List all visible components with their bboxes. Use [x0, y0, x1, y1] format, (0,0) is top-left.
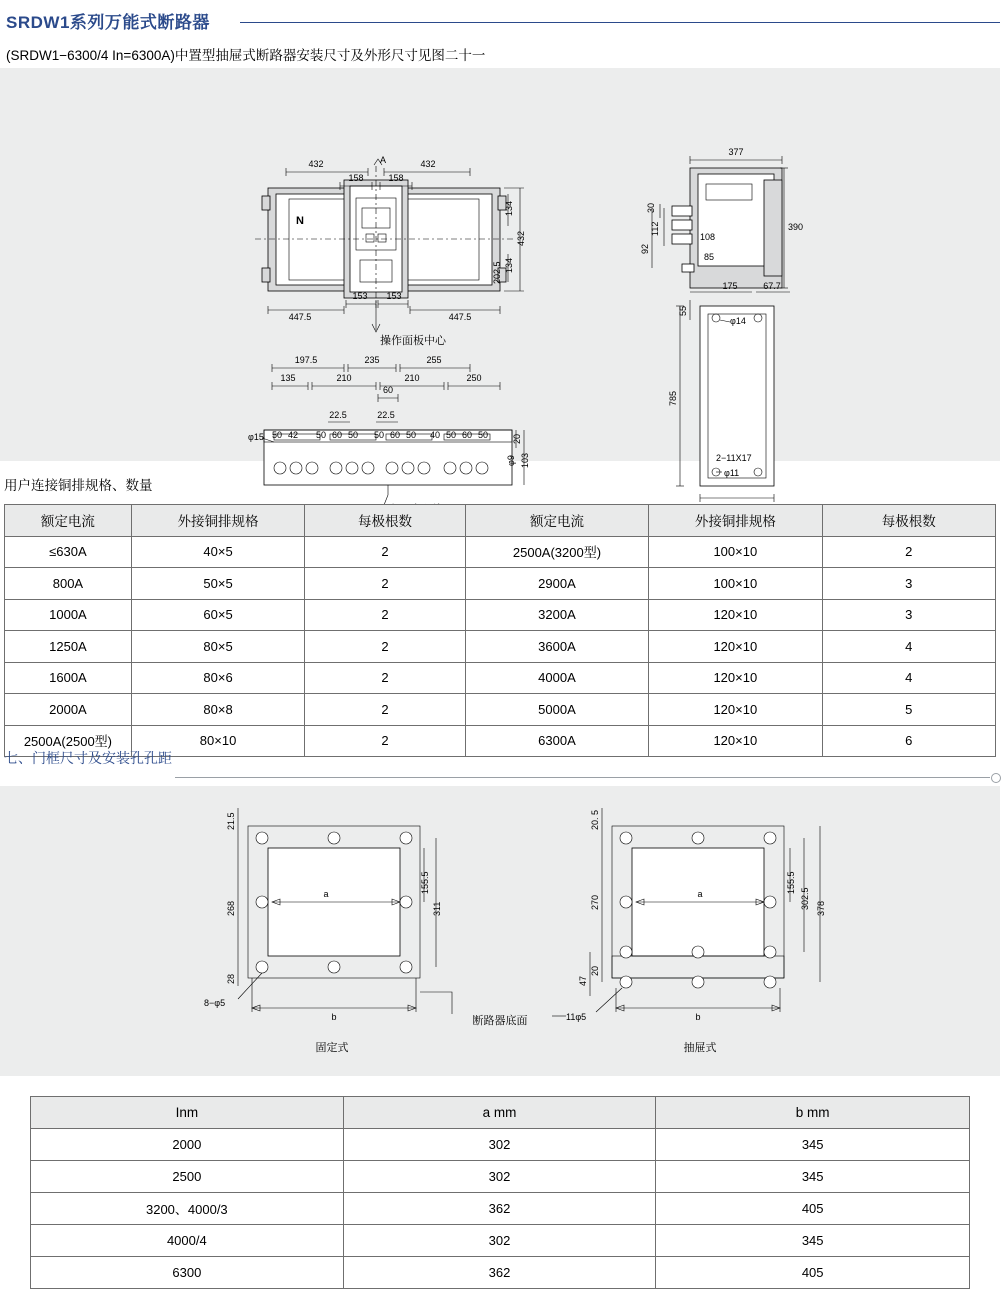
svg-text:20: 20 — [512, 433, 522, 444]
svg-text:60: 60 — [382, 385, 394, 395]
svg-text:432: 432 — [420, 159, 436, 169]
svg-text:85: 85 — [704, 252, 715, 262]
cell: 302 — [343, 1225, 656, 1257]
svg-text:30: 30 — [646, 202, 656, 213]
svg-text:175: 175 — [722, 281, 738, 291]
svg-text:255: 255 — [426, 355, 442, 365]
cell: 50×5 — [131, 568, 304, 600]
svg-text:302.5: 302.5 — [800, 887, 810, 910]
frame-dimension-table — [30, 1096, 970, 1289]
svg-text:390: 390 — [788, 222, 804, 232]
svg-text:A: A — [380, 155, 387, 165]
table-row — [5, 694, 996, 726]
cell: 6300 — [31, 1257, 344, 1289]
cell: 80×8 — [131, 694, 304, 726]
svg-text:a: a — [323, 889, 329, 899]
col-b-mm: b mm — [656, 1097, 970, 1129]
svg-text:断路器底面: 断路器底面 — [472, 1015, 528, 1027]
cell: 405 — [656, 1257, 970, 1289]
svg-text:50: 50 — [406, 430, 417, 440]
cell: 2 — [305, 694, 466, 726]
table-row — [5, 662, 996, 694]
table-row — [31, 1193, 970, 1225]
cell: 2 — [305, 536, 466, 568]
table-row — [5, 631, 996, 663]
svg-text:250: 250 — [466, 373, 482, 383]
bottom-diagram-panel — [0, 786, 1000, 1076]
cell: 362 — [343, 1193, 656, 1225]
cell: 345 — [656, 1129, 970, 1161]
table-header-row — [31, 1097, 970, 1129]
cell: 80×6 — [131, 662, 304, 694]
cell: 4000A — [465, 662, 648, 694]
svg-text:50: 50 — [272, 430, 283, 440]
svg-text:108: 108 — [700, 232, 716, 242]
table-row — [31, 1161, 970, 1193]
col-a-mm: a mm — [343, 1097, 656, 1129]
cell: 120×10 — [649, 599, 822, 631]
cell: 3 — [822, 568, 995, 600]
svg-text:134: 134 — [504, 200, 514, 216]
cell: 1600A — [5, 662, 132, 694]
cell: 40×5 — [131, 536, 304, 568]
svg-text:377: 377 — [728, 147, 744, 157]
svg-text:197.5: 197.5 — [294, 355, 318, 365]
cell: 2 — [305, 599, 466, 631]
table-row — [5, 536, 996, 568]
svg-text:40: 40 — [430, 430, 441, 440]
cell: 302 — [343, 1161, 656, 1193]
svg-text:785: 785 — [668, 390, 678, 406]
svg-text:N: N — [296, 215, 304, 227]
cell: 120×10 — [649, 662, 822, 694]
svg-text:50: 50 — [374, 430, 385, 440]
cell: 2900A — [465, 568, 648, 600]
svg-text:11φ5: 11φ5 — [566, 1012, 587, 1022]
col-bar-spec-2: 外接铜排规格 — [649, 505, 822, 537]
col-count-2: 每极根数 — [822, 505, 995, 537]
svg-text:2−11X17: 2−11X17 — [716, 453, 752, 463]
svg-text:8−φ5: 8−φ5 — [204, 998, 226, 1008]
svg-text:60: 60 — [462, 430, 473, 440]
cell: 302 — [343, 1129, 656, 1161]
table-row — [5, 599, 996, 631]
cell: 2 — [305, 568, 466, 600]
svg-text:50: 50 — [478, 430, 489, 440]
copper-section-heading: 用户连接铜排规格、数量 — [4, 478, 153, 493]
cell: 3200A — [465, 599, 648, 631]
frame-section-dot — [991, 773, 1001, 783]
frame-section-divider — [175, 777, 990, 778]
svg-text:22.5: 22.5 — [329, 410, 347, 420]
svg-text:b: b — [695, 1012, 701, 1022]
cell: 120×10 — [649, 631, 822, 663]
cell: 345 — [656, 1225, 970, 1257]
svg-text:202.5: 202.5 — [492, 261, 502, 284]
cell: 100×10 — [649, 536, 822, 568]
svg-text:210: 210 — [336, 373, 352, 383]
cell: 2 — [305, 725, 466, 757]
cell: 2 — [305, 631, 466, 663]
svg-text:60: 60 — [390, 430, 401, 440]
svg-text:158: 158 — [348, 173, 364, 183]
cell: 80×10 — [131, 725, 304, 757]
cell: 2000 — [31, 1129, 344, 1161]
svg-text:155.5: 155.5 — [420, 871, 430, 894]
page-title: SRDW1系列万能式断路器 — [6, 13, 210, 32]
cell: 6 — [822, 725, 995, 757]
table-row — [5, 568, 996, 600]
cell: 4 — [822, 662, 995, 694]
svg-text:92: 92 — [640, 243, 650, 254]
svg-text:28: 28 — [226, 973, 236, 984]
cell: 2500A(2500型) — [5, 725, 132, 757]
cell: 2000A — [5, 694, 132, 726]
svg-text:235: 235 — [364, 355, 380, 365]
cell: 362 — [343, 1257, 656, 1289]
svg-text:153: 153 — [352, 291, 368, 301]
cell: 60×5 — [131, 599, 304, 631]
cell: 2 — [305, 662, 466, 694]
svg-text:378: 378 — [816, 900, 826, 916]
cell: 4000/4 — [31, 1225, 344, 1257]
frame-section-heading: 七、门框尺寸及安装孔孔距 — [4, 750, 172, 766]
top-diagram-svg — [0, 68, 1000, 478]
svg-text:22.5: 22.5 — [377, 410, 395, 420]
col-bar-spec-1: 外接铜排规格 — [131, 505, 304, 537]
cell: 800A — [5, 568, 132, 600]
svg-text:447.5: 447.5 — [288, 312, 312, 322]
svg-text:270: 270 — [590, 894, 600, 910]
svg-text:103: 103 — [520, 452, 530, 468]
table-header-row — [5, 505, 996, 537]
svg-text:50: 50 — [348, 430, 359, 440]
svg-text:112: 112 — [650, 221, 660, 236]
svg-text:134: 134 — [504, 257, 514, 273]
cell: 100×10 — [649, 568, 822, 600]
svg-text:311: 311 — [432, 901, 442, 916]
svg-text:42: 42 — [288, 430, 299, 440]
svg-text:抽屉式: 抽屉式 — [683, 1042, 717, 1054]
col-inm: Inm — [31, 1097, 344, 1129]
cell: 3200、4000/3 — [31, 1193, 344, 1225]
svg-text:b: b — [331, 1012, 337, 1022]
table-row — [31, 1129, 970, 1161]
frame-diagram-svg — [0, 786, 1000, 1076]
svg-text:50: 50 — [316, 430, 327, 440]
table-row — [31, 1225, 970, 1257]
cell: 2500A(3200型) — [465, 536, 648, 568]
svg-text:155.5: 155.5 — [786, 871, 796, 894]
cell: 80×5 — [131, 631, 304, 663]
cell: 2500 — [31, 1161, 344, 1193]
svg-text:操作面板中心: 操作面板中心 — [380, 335, 446, 347]
cell: ≤630A — [5, 536, 132, 568]
col-count-1: 每极根数 — [305, 505, 466, 537]
svg-text:447.5: 447.5 — [448, 312, 472, 322]
title-divider — [240, 22, 1000, 23]
svg-text:φ14: φ14 — [730, 316, 746, 326]
svg-text:20: 20 — [590, 965, 600, 976]
svg-text:21.5: 21.5 — [226, 812, 236, 830]
svg-text:158: 158 — [388, 173, 404, 183]
cell: 1250A — [5, 631, 132, 663]
cell: 120×10 — [649, 725, 822, 757]
svg-text:47: 47 — [578, 975, 588, 986]
col-rated-current-2: 额定电流 — [465, 505, 648, 537]
cell: 3600A — [465, 631, 648, 663]
svg-text:50: 50 — [446, 430, 457, 440]
svg-text:135: 135 — [280, 373, 296, 383]
svg-text:55: 55 — [678, 305, 688, 316]
cell: 6300A — [465, 725, 648, 757]
top-diagram-panel — [0, 68, 1000, 478]
cell: 2 — [822, 536, 995, 568]
svg-text:φ9: φ9 — [506, 455, 516, 466]
cell: 4 — [822, 631, 995, 663]
svg-text:210: 210 — [404, 373, 420, 383]
svg-text:432: 432 — [308, 159, 324, 169]
cell: 5 — [822, 694, 995, 726]
svg-text:153: 153 — [386, 291, 402, 301]
cell: 120×10 — [649, 694, 822, 726]
cell: 5000A — [465, 694, 648, 726]
svg-text:268: 268 — [226, 900, 236, 916]
col-rated-current-1: 额定电流 — [5, 505, 132, 537]
copper-bar-table — [4, 504, 996, 757]
svg-text:60: 60 — [332, 430, 343, 440]
svg-text:432: 432 — [516, 230, 526, 246]
svg-text:20. 5: 20. 5 — [590, 809, 600, 830]
cell: 405 — [656, 1193, 970, 1225]
page-subtitle: (SRDW1−6300/4 In=6300A)中置型抽屉式断路器安装尺寸及外形尺寸见图二十一 — [6, 48, 486, 63]
cell: 1000A — [5, 599, 132, 631]
table-row — [31, 1257, 970, 1289]
svg-text:a: a — [697, 889, 703, 899]
svg-text:67.7: 67.7 — [763, 281, 781, 291]
cell: 345 — [656, 1161, 970, 1193]
svg-text:固定式: 固定式 — [315, 1042, 349, 1054]
svg-text:φ11: φ11 — [724, 468, 740, 478]
cell: 3 — [822, 599, 995, 631]
svg-text:φ15: φ15 — [248, 432, 264, 442]
